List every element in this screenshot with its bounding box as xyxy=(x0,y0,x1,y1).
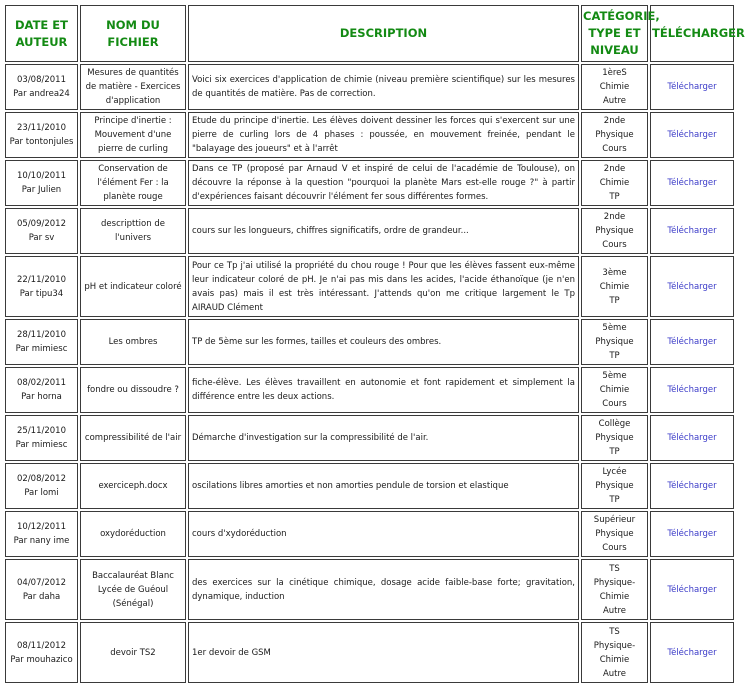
subject-label: Physique-Chimie xyxy=(593,640,636,665)
download-link[interactable]: Télécharger xyxy=(667,178,717,188)
upload-date: 10/12/2011 xyxy=(17,522,66,532)
author-name: Par Julien xyxy=(21,185,62,195)
description-cell: Voici six exercices d'application de chimie (niveau première scientifique) sur les mesures de quantités de matière. Pas de correction. xyxy=(188,64,579,110)
upload-date: 02/08/2012 xyxy=(17,474,66,484)
subject-label: Physique xyxy=(595,130,634,140)
table-header-row xyxy=(5,5,734,62)
download-cell xyxy=(650,319,734,365)
level-label: TS xyxy=(609,626,620,637)
header-filename: NOM DU FICHIER xyxy=(80,5,186,62)
description-cell: TP de 5ème sur les formes, tailles et couleurs des ombres. xyxy=(188,319,579,365)
level-label: Lycée xyxy=(602,467,627,477)
category-cell xyxy=(581,112,648,158)
download-cell xyxy=(650,112,734,158)
type-label: TP xyxy=(609,447,620,457)
table-row xyxy=(5,319,734,365)
table-row xyxy=(5,208,734,254)
upload-date: 03/08/2011 xyxy=(17,75,66,85)
table-row xyxy=(5,367,734,413)
upload-date: 08/02/2011 xyxy=(17,378,66,388)
filename-cell: fondre ou dissoudre ? xyxy=(80,367,186,413)
upload-date: 25/11/2010 xyxy=(17,426,66,436)
author-name: Par mimiesc xyxy=(15,344,68,354)
table-row xyxy=(5,112,734,158)
subject-label: Chimie xyxy=(599,178,630,188)
category-cell xyxy=(581,256,648,317)
date-author-cell xyxy=(5,64,78,110)
level-label: 2nde xyxy=(603,212,626,222)
author-name: Par daha xyxy=(22,591,61,602)
upload-date: 08/11/2012 xyxy=(17,640,66,651)
subject-label: Physique xyxy=(595,481,634,491)
download-cell xyxy=(650,511,734,557)
author-name: Par tipu34 xyxy=(19,288,64,299)
subject-label: Chimie xyxy=(599,385,630,395)
level-label: 5ème xyxy=(602,371,627,381)
category-cell xyxy=(581,367,648,413)
description-cell: Etude du principe d'inertie. Les élèves doivent dessiner les forces qui s'exercent sur une pierre de curling lors de 4 phases : poussée, en mouvement freinée, pendant le "balayage des joueurs" et à l'arrêt xyxy=(188,112,579,158)
date-author-cell xyxy=(5,160,78,206)
filename-cell: Baccalauréat Blanc Lycée de Guéoul (Sénégal) xyxy=(80,559,186,620)
category-cell xyxy=(581,622,648,683)
filename-cell: descripttion de l'univers xyxy=(80,208,186,254)
download-cell xyxy=(650,415,734,461)
download-cell xyxy=(650,208,734,254)
type-label: TP xyxy=(609,192,620,202)
table-row xyxy=(5,622,734,683)
category-cell xyxy=(581,319,648,365)
download-cell xyxy=(650,559,734,620)
upload-date: 22/11/2010 xyxy=(17,274,66,285)
category-cell xyxy=(581,511,648,557)
author-name: Par lomi xyxy=(24,488,59,498)
download-link[interactable]: Télécharger xyxy=(667,529,717,539)
table-row xyxy=(5,511,734,557)
date-author-cell xyxy=(5,208,78,254)
subject-label: Chimie xyxy=(599,281,630,292)
level-label: 3ème xyxy=(602,267,627,278)
download-cell xyxy=(650,256,734,317)
header-date-author: DATE ET AUTEUR xyxy=(5,5,78,62)
download-link[interactable]: Télécharger xyxy=(667,433,717,443)
type-label: TP xyxy=(609,295,620,306)
date-author-cell xyxy=(5,112,78,158)
author-name: Par tontonjules xyxy=(9,137,74,147)
subject-label: Physique xyxy=(595,433,634,443)
level-label: 2nde xyxy=(603,116,626,126)
download-cell xyxy=(650,64,734,110)
filename-cell: Mesures de quantités de matière - Exercices d'application xyxy=(80,64,186,110)
download-link[interactable]: Télécharger xyxy=(667,226,717,236)
table-row xyxy=(5,463,734,509)
type-label: Autre xyxy=(602,96,627,106)
filename-cell: oxydoréduction xyxy=(80,511,186,557)
description-cell: des exercices sur la cinétique chimique, dosage acide faible-base forte; gravitation, dynamique, induction xyxy=(188,559,579,620)
download-link[interactable]: Télécharger xyxy=(667,281,717,292)
filename-cell: pH et indicateur coloré xyxy=(80,256,186,317)
header-category: CATÉGORIE, TYPE ET NIVEAU xyxy=(581,5,648,62)
download-cell xyxy=(650,463,734,509)
level-label: 1èreS xyxy=(602,68,627,78)
type-label: Autre xyxy=(602,668,627,679)
filename-cell: exerciceph.docx xyxy=(80,463,186,509)
category-cell xyxy=(581,559,648,620)
download-link[interactable]: Télécharger xyxy=(667,584,717,595)
date-author-cell xyxy=(5,622,78,683)
upload-date: 04/07/2012 xyxy=(17,577,66,588)
author-name: Par horna xyxy=(21,392,62,402)
description-cell: cours sur les longueurs, chiffres significatifs, ordre de grandeur... xyxy=(188,208,579,254)
download-link[interactable]: Télécharger xyxy=(667,82,717,92)
author-name: Par mouhazico xyxy=(10,654,73,665)
description-cell: oscilations libres amorties et non amorties pendule de torsion et elastique xyxy=(188,463,579,509)
category-cell xyxy=(581,208,648,254)
subject-label: Physique xyxy=(595,226,634,236)
level-label: Collège xyxy=(598,419,631,429)
category-cell xyxy=(581,64,648,110)
subject-label: Chimie xyxy=(599,82,630,92)
date-author-cell xyxy=(5,319,78,365)
download-link[interactable]: Télécharger xyxy=(667,130,717,140)
type-label: Cours xyxy=(602,399,627,409)
type-label: TP xyxy=(609,495,620,505)
type-label: Cours xyxy=(602,543,627,553)
upload-date: 05/09/2012 xyxy=(17,219,66,229)
description-cell: cours d'xydoréduction xyxy=(188,511,579,557)
type-label: TP xyxy=(609,351,620,361)
download-cell xyxy=(650,622,734,683)
date-author-cell xyxy=(5,559,78,620)
description-cell: Démarche d'investigation sur la compressibilité de l'air. xyxy=(188,415,579,461)
type-label: Cours xyxy=(602,240,627,250)
date-author-cell xyxy=(5,367,78,413)
download-link[interactable]: Télécharger xyxy=(667,385,717,395)
download-link[interactable]: Télécharger xyxy=(667,337,717,347)
date-author-cell xyxy=(5,256,78,317)
filename-cell: Principe d'inertie : Mouvement d'une pierre de curling xyxy=(80,112,186,158)
date-author-cell xyxy=(5,463,78,509)
filename-cell: devoir TS2 xyxy=(80,622,186,683)
description-cell: Dans ce TP (proposé par Arnaud V et inspiré de celui de l'académie de Toulouse), on découvre la réponse à la question "pourquoi la planète Mars est-elle rouge ?" à partir d'expériences faisant découvrir l'élément fer sous différentes formes. xyxy=(188,160,579,206)
subject-label: Physique xyxy=(595,529,634,539)
download-link[interactable]: Télécharger xyxy=(667,481,717,491)
download-cell xyxy=(650,160,734,206)
level-label: TS xyxy=(609,563,620,574)
table-row xyxy=(5,559,734,620)
upload-date: 10/10/2011 xyxy=(17,171,66,181)
filename-cell: Conservation de l'élément Fer : la planète rouge xyxy=(80,160,186,206)
author-name: Par sv xyxy=(28,233,55,243)
level-label: 2nde xyxy=(603,164,626,174)
author-name: Par nany ime xyxy=(13,536,70,546)
level-label: 5ème xyxy=(602,323,627,333)
download-cell xyxy=(650,367,734,413)
subject-label: Physique-Chimie xyxy=(593,577,636,602)
category-cell xyxy=(581,463,648,509)
date-author-cell xyxy=(5,415,78,461)
description-cell: Pour ce Tp j'ai utilisé la propriété du chou rouge ! Pour que les élèves fassent eux-même leur indicateur coloré de pH. Je n'ai pas mis dans les acides, l'acide éthanoïque (je n'en avais pas) mais il est très intéressant. J'attends qu'on me critique largement le Tp AIRAUD Clément xyxy=(188,256,579,317)
subject-label: Physique xyxy=(595,337,634,347)
table-row xyxy=(5,160,734,206)
documents-table xyxy=(3,3,745,685)
description-cell: fiche-élève. Les élèves travaillent en autonomie et font rapidement et simplement la différence entre les deux actions. xyxy=(188,367,579,413)
author-name: Par andrea24 xyxy=(13,89,70,99)
filename-cell: compressibilité de l'air xyxy=(80,415,186,461)
upload-date: 28/11/2010 xyxy=(17,330,66,340)
type-label: Cours xyxy=(602,144,627,154)
filename-cell: Les ombres xyxy=(80,319,186,365)
header-download: TÉLÉCHARGER xyxy=(650,5,734,62)
table-row xyxy=(5,415,734,461)
date-author-cell xyxy=(5,511,78,557)
upload-date: 23/11/2010 xyxy=(17,123,66,133)
category-cell xyxy=(581,415,648,461)
type-label: Autre xyxy=(602,605,627,616)
category-cell xyxy=(581,160,648,206)
download-link[interactable]: Télécharger xyxy=(667,647,717,658)
header-description: DESCRIPTION xyxy=(188,5,579,62)
description-cell: 1er devoir de GSM xyxy=(188,622,579,683)
author-name: Par mimiesc xyxy=(15,440,68,450)
level-label: Supérieur xyxy=(593,515,636,525)
table-row xyxy=(5,256,734,317)
table-row xyxy=(5,64,734,110)
